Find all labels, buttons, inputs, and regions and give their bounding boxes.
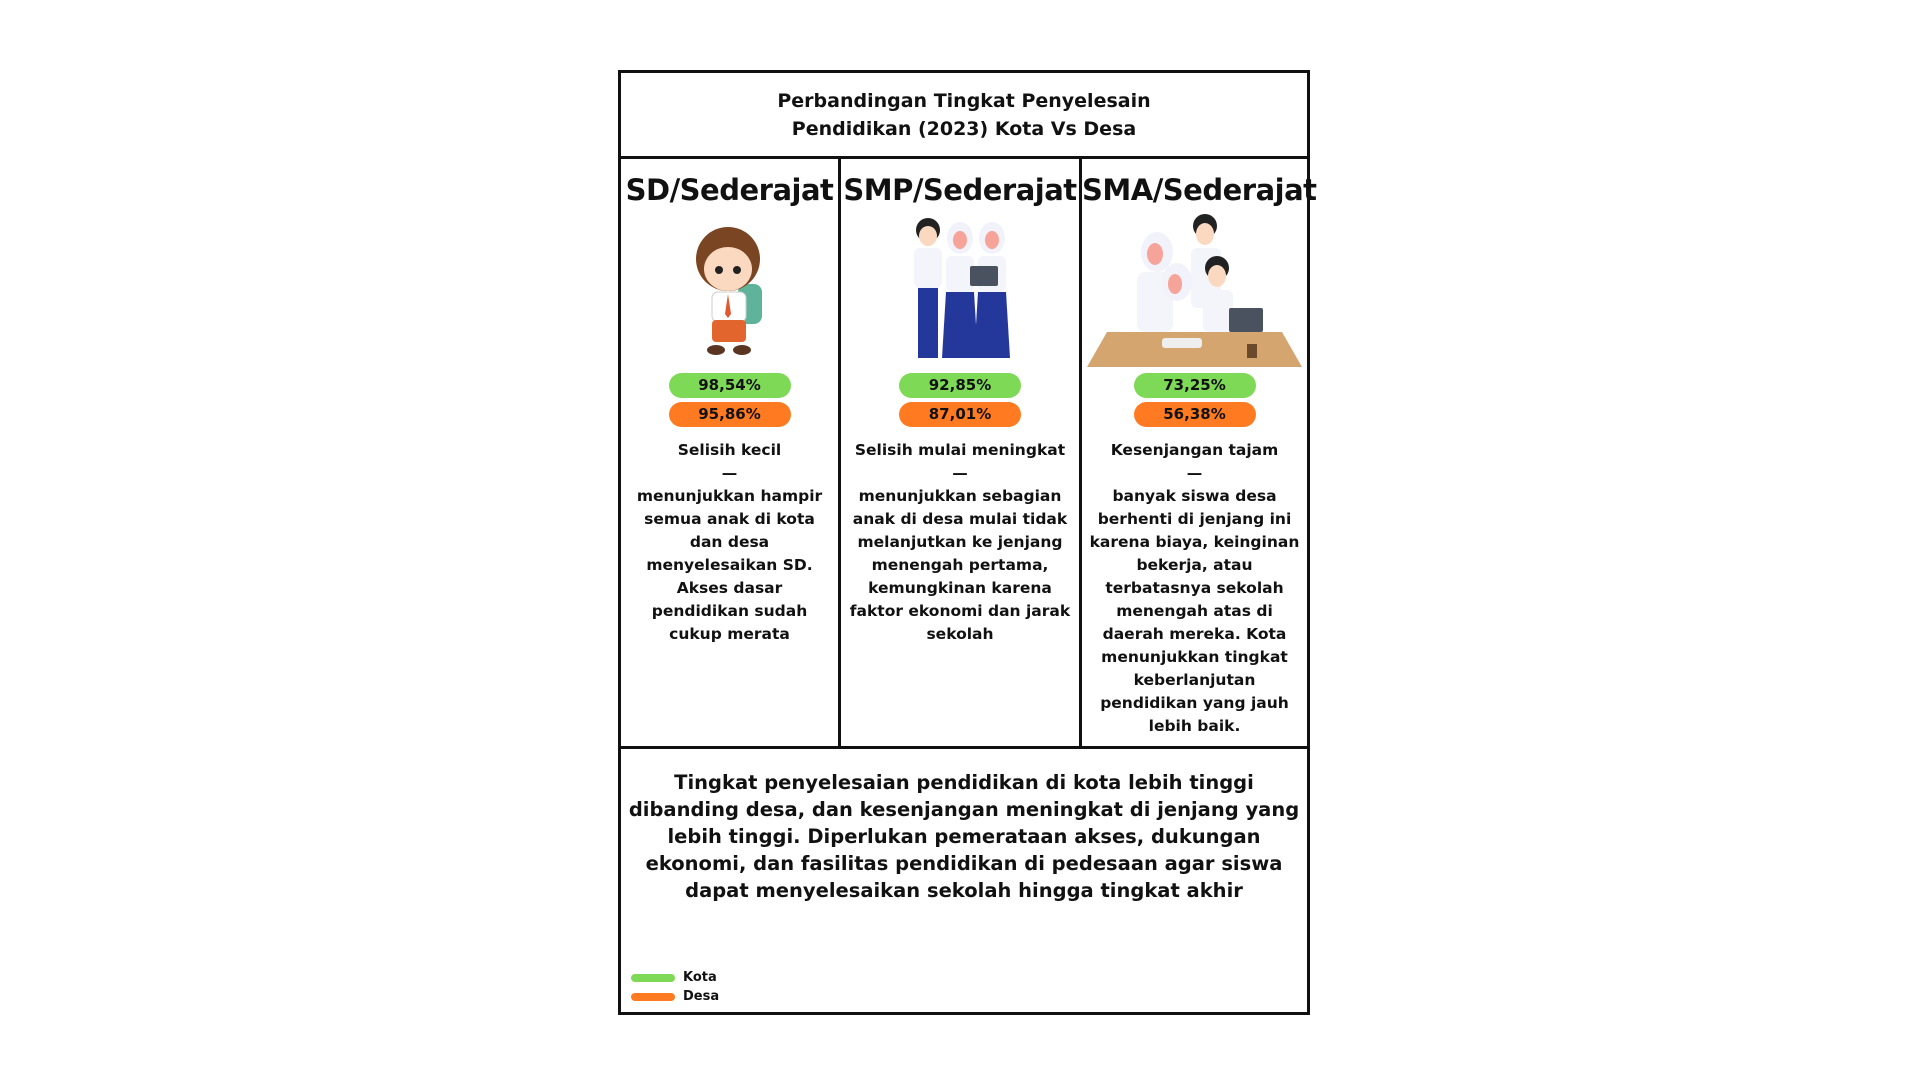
dash-separator: — <box>952 464 968 482</box>
summary-text: Selisih mulai meningkat <box>854 441 1066 459</box>
column-heading: SMA/Sederajat <box>1082 173 1317 207</box>
desa-percentage-badge: 56,38% <box>1134 402 1256 427</box>
description-text: menunjukkan hampir semua anak di kota dan desa menyelesaikan SD. Akses dasar pendidikan sudah cukup merata <box>636 487 823 643</box>
legend-item-desa <box>631 987 719 1006</box>
column-sd <box>621 159 841 746</box>
dash-separator: — <box>1186 464 1203 482</box>
legend <box>631 968 719 1006</box>
kota-percentage-badge: 92,85% <box>899 373 1021 398</box>
dash-separator: — <box>721 464 738 482</box>
title-line-1: Perbandingan Tingkat Penyelesain <box>777 89 1151 112</box>
kota-percentage-badge: 73,25% <box>1134 373 1256 398</box>
column-heading: SD/Sederajat <box>625 173 834 207</box>
infographic-frame <box>618 70 1317 1015</box>
legend-swatch-kota <box>631 974 675 982</box>
desa-percentage-badge: 95,86% <box>669 402 791 427</box>
desa-percentage-badge: 87,01% <box>899 402 1021 427</box>
kota-percentage-badge: 98,54% <box>669 373 791 398</box>
description-text: menunjukkan sebagian anak di desa mulai tidak melanjutkan ke jenjang menengah pertama, kemungkinan karena faktor ekonomi dan jarak sekolah <box>849 487 1071 643</box>
elementary-student-illustration <box>621 209 838 369</box>
legend-label: Desa <box>683 989 720 1004</box>
legend-label: Kota <box>683 970 717 985</box>
legend-swatch-desa <box>631 993 675 1001</box>
conclusion-text: Tingkat penyelesaian pendidikan di kota lebih tinggi dibanding desa, dan kesenjangan meningkat di jenjang yang lebih tinggi. Diperlukan pemerataan akses, dukungan ekonomi, dan fasilitas pendidikan di pedesaan agar siswa dapat menyelesaikan sekolah hingga tingkat akhir <box>628 771 1300 902</box>
title-line-2: Pendidikan (2023) Kota Vs Desa <box>791 117 1137 140</box>
high-school-students-illustration <box>1082 209 1307 369</box>
junior-high-students-illustration <box>841 209 1079 369</box>
description-text: banyak siswa desa berhenti di jenjang ini karena biaya, keinginan bekerja, atau terbatasnya sekolah menengah atas di daerah mereka. Kota menunjukkan tingkat keberlanjutan pendidikan yang jauh lebih baik. <box>1089 487 1300 735</box>
divider <box>621 746 1307 749</box>
summary-text: Kesenjangan tajam <box>1110 441 1279 459</box>
legend-item-kota <box>631 968 719 987</box>
header <box>621 73 1307 159</box>
column-heading: SMP/Sederajat <box>843 173 1077 207</box>
summary-text: Selisih kecil <box>677 441 782 459</box>
column-smp <box>841 159 1082 746</box>
column-sma <box>1082 159 1317 746</box>
